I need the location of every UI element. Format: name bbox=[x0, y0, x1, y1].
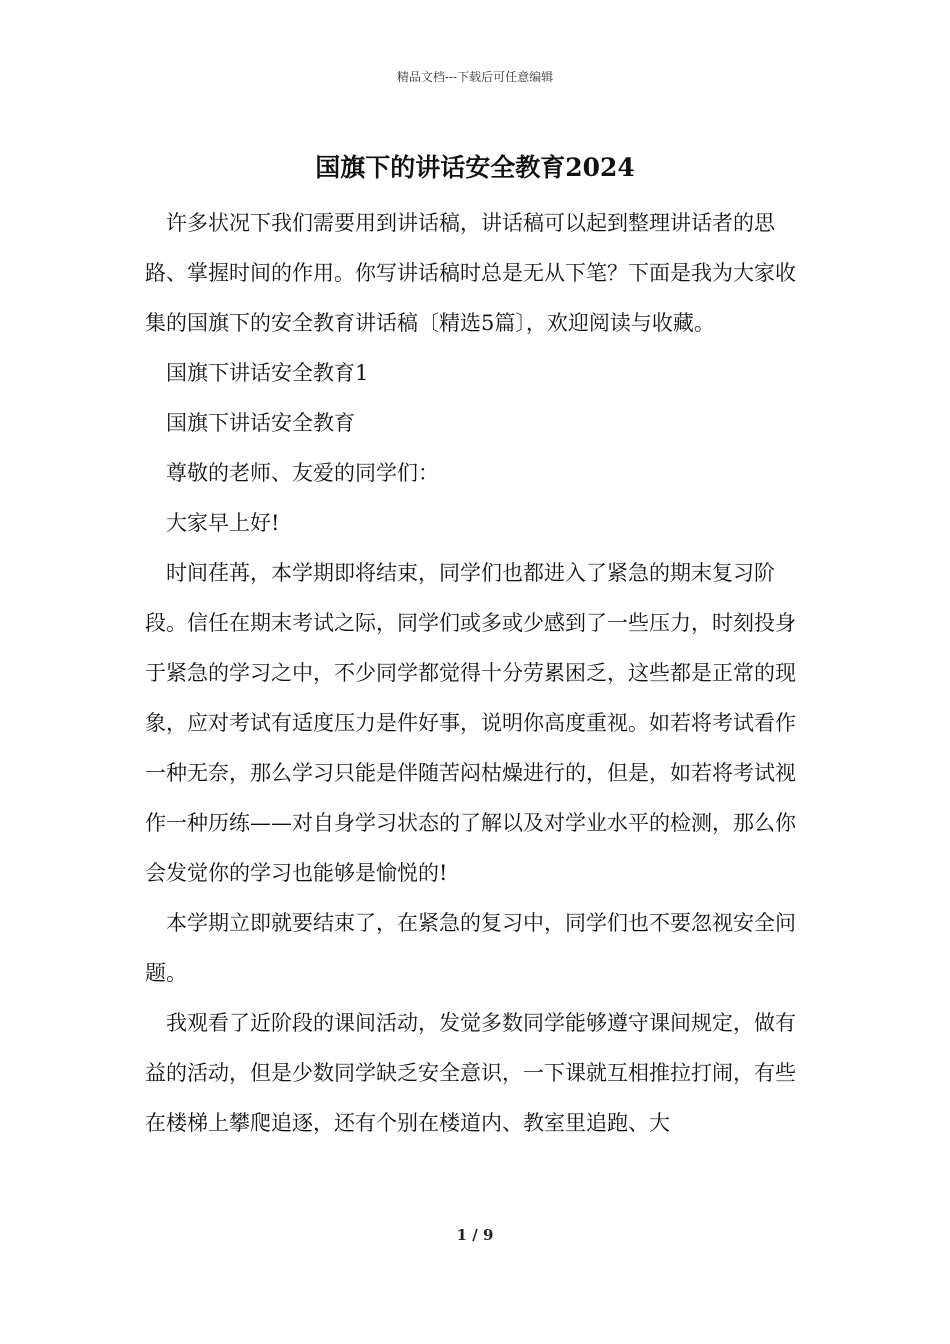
paragraph-salutation: 尊敬的老师、友爱的同学们： bbox=[166, 461, 439, 485]
paragraph-body-3: 我观看了近阶段的课间活动，发觉多数同学能够遵守课间规定，做有益的活动，但是少数同学缺乏安全意识，一下课就互相推拉打闹，有些在楼梯上攀爬追逐，还有个别在楼道内、教室里追跑、大 bbox=[145, 1011, 796, 1135]
paragraph-body-2: 本学期立即就要结束了，在紧急的复习中，同学们也不要忽视安全问题。 bbox=[145, 911, 796, 985]
page-number: 1 / 9 bbox=[456, 1226, 494, 1244]
paragraph-greeting: 大家早上好! bbox=[166, 511, 280, 535]
document-title: 国旗下的讲话安全教育2024 bbox=[315, 153, 635, 182]
paragraph-body-1: 时间荏苒，本学期即将结束，同学们也都进入了紧急的期末复习阶段。信任在期末考试之际，同学们或多或少感到了一些压力，时刻投身于紧急的学习之中，不少同学都觉得十分劳累困乏，这些都是正常的现象，应对考试有适度压力是件好事，说明你高度重视。如若将考试看作一种无奈，那么学习只能是伴随苦闷枯燥进行的，但是，如若将考试视作一种历练——对自身学习状态的了解以及对学业水平的检测，那么你会发觉你的学习也能够是愉悦的! bbox=[145, 561, 796, 885]
paragraph-section-heading: 国旗下讲话安全教育1 bbox=[166, 361, 369, 385]
paragraph-intro: 许多状况下我们需要用到讲话稿，讲话稿可以起到整理讲话者的思路、掌握时间的作用。你写讲话稿时总是无从下笔？下面是我为大家收集的国旗下的安全教育讲话稿〔精选5篇〕，欢迎阅读与收藏。 bbox=[145, 211, 796, 335]
paragraph-subheading: 国旗下讲话安全教育 bbox=[166, 411, 355, 435]
page-header-note: 精品文档---下载后可任意编辑 bbox=[396, 70, 554, 84]
document-body bbox=[145, 198, 807, 1148]
